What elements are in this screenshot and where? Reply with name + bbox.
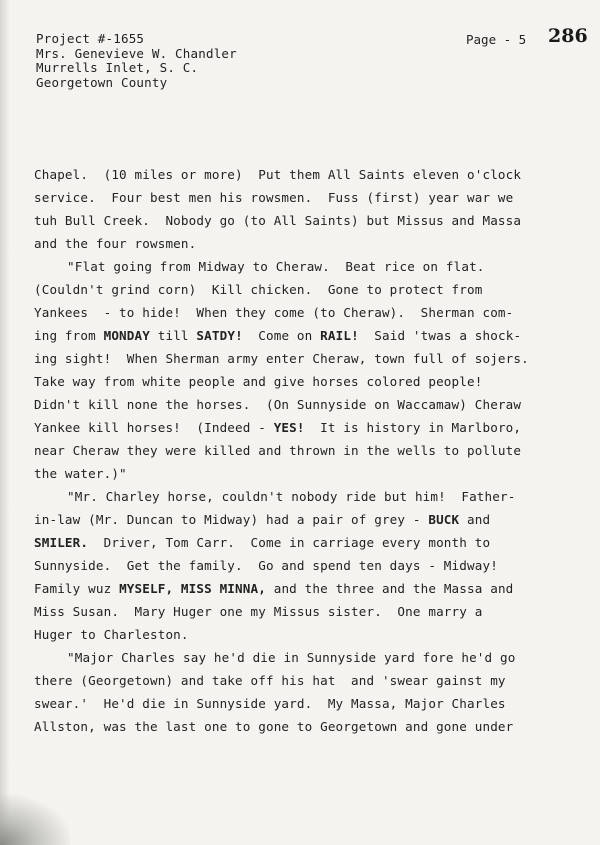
page-label: Page - 5 [466,32,527,47]
text-segment: "Major Charles say he'd die in Sunnyside yard fore he'd go [67,650,516,665]
text-segment: and [459,512,491,527]
text-line [34,301,582,324]
text-segment: and the four rowsmen. [34,236,197,251]
author-name: Mrs. Genevieve W. Chandler [36,45,237,61]
emphasis-text: RAIL! [320,328,359,343]
text-segment: swear.' He'd die in Sunnyside yard. My Massa, Major Charles [34,696,506,711]
text-segment: Allston, was the last one to gone to Georgetown and gone under [34,719,514,734]
text-segment: (Couldn't grind corn) Kill chicken. Gone to protect from [34,282,483,297]
emphasis-text: SATDY! [196,328,243,343]
emphasis-text: MONDAY [103,328,150,343]
county-name: Georgetown County [36,74,168,90]
text-segment: Driver, Tom Carr. Come in carriage every month to [88,535,491,550]
text-segment: the water.)" [34,466,127,481]
text-segment: Sunnyside. Get the family. Go and spend ten days - Midway! [34,558,498,573]
text-segment: Yankees - to hide! When they come (to Cheraw). Sherman com- [34,305,514,320]
text-line [34,577,582,600]
text-line [34,255,582,278]
text-line [34,439,582,462]
text-segment: tuh Bull Creek. Nobody go (to All Saints) but Missus and Massa [34,213,522,228]
text-segment: Take way from white people and give horses colored people! [34,374,483,389]
text-line [34,485,582,508]
text-segment: ing sight! When Sherman army enter Cheraw, town full of sojers. [34,351,529,366]
emphasis-text: BUCK [428,512,460,527]
document-header [36,32,237,90]
text-line [34,209,582,232]
text-segment: "Flat going from Midway to Cheraw. Beat rice on flat. [67,259,485,274]
text-line [34,623,582,646]
text-line [34,232,582,255]
text-line [34,278,582,301]
text-segment: Yankee kill horses! (Indeed - [34,420,274,435]
text-line [34,531,582,554]
page-edge-shadow [0,0,10,845]
text-segment: near Cheraw they were killed and thrown in the wells to pollute [34,443,522,458]
text-segment: Didn't kill none the horses. (On Sunnyside on Waccamaw) Cheraw [34,397,522,412]
emphasis-text: YES! [273,420,305,435]
text-segment: and the three and the Massa and [265,581,514,596]
text-segment: Come on [242,328,321,343]
text-line [34,370,582,393]
text-segment: service. Four best men his rowsmen. Fuss (first) year war we [34,190,514,205]
text-line [34,669,582,692]
text-line [34,416,582,439]
corner-smudge [0,795,70,845]
text-line [34,600,582,623]
author-location: Murrells Inlet, S. C. [36,60,199,75]
text-segment: Said 'twas a shock- [358,328,522,343]
text-line [34,393,582,416]
text-segment: "Mr. Charley horse, couldn't nobody ride but him! Father- [67,489,516,504]
text-line [34,692,582,715]
text-segment: Miss Susan. Mary Huger one my Missus sister. One marry a [34,604,483,619]
text-line [34,163,582,186]
text-line [34,324,582,347]
text-line [34,186,582,209]
text-segment: It is history in Marlboro, [304,420,522,435]
text-line [34,646,582,669]
emphasis-text: SMILER. [34,535,89,550]
text-segment: there (Georgetown) and take off his hat and 'swear gainst my [34,673,506,688]
text-line [34,462,582,485]
text-segment: Huger to Charleston. [34,627,189,642]
text-segment: in-law (Mr. Duncan to Midway) had a pair of grey - [34,512,429,527]
project-number: Project #-1655 [36,31,145,46]
text-segment: Chapel. (10 miles or more) Put them All Saints eleven o'clock [34,167,522,182]
text-line [34,508,582,531]
text-segment: ing from [34,328,104,343]
text-line [34,347,582,370]
transcript-body [34,163,582,738]
emphasis-text: MYSELF, MISS MINNA, [119,581,266,596]
text-line [34,715,582,738]
text-segment: till [150,328,197,343]
text-line [34,554,582,577]
text-segment: Family wuz [34,581,120,596]
page-number-stamp: 286 [548,25,588,47]
